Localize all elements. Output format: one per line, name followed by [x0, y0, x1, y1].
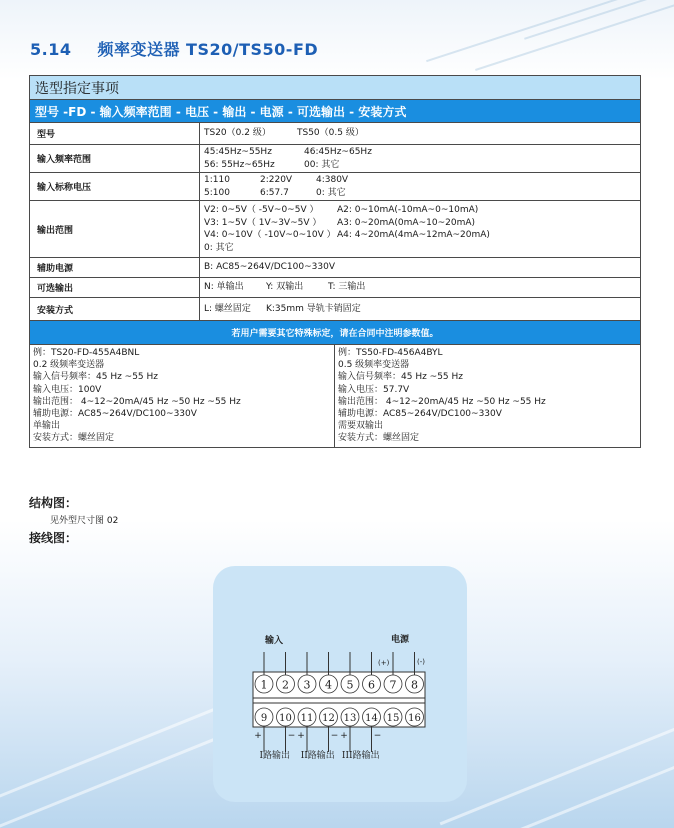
input-label: 输入: [265, 636, 284, 646]
spec-value-line: [204, 261, 636, 274]
terminal-number: 1: [260, 678, 268, 692]
spec-value-part: 1:110: [204, 175, 230, 185]
spec-row: [30, 123, 641, 145]
spec-value: [200, 258, 641, 278]
spec-value: [200, 123, 641, 145]
spec-value-line: [204, 217, 636, 230]
spec-row: [30, 173, 641, 201]
spec-value-part: V4: 0~10V（ -10V~0~10V ）: [204, 230, 336, 240]
spec-value-part: Y: 双输出: [266, 282, 304, 293]
polarity-sign: +: [340, 731, 348, 741]
spec-row: [30, 298, 641, 321]
spec-value-part: 56: 55Hz~65Hz: [204, 159, 275, 170]
terminal-number: 14: [365, 713, 378, 724]
example-line: 辅助电源：AC85~264V/DC100~330V: [338, 409, 502, 420]
polarity-sign: +: [254, 731, 262, 741]
example-line: 需要双输出: [338, 421, 384, 432]
example-cell: [335, 345, 641, 448]
spec-label: 输入标称电压: [30, 173, 200, 201]
spec-label: 辅助电源: [30, 258, 200, 278]
example-line: 输出范围： 4~12~20mA/45 Hz ~50 Hz ~55 Hz: [33, 396, 241, 407]
terminal-number: 9: [260, 713, 268, 724]
structure-heading: 结构图：: [29, 496, 78, 510]
spec-value-part: 46:45Hz~65Hz: [304, 147, 372, 157]
spec-value-part: 00: 其它: [304, 159, 340, 170]
selection-title: 选型指定事项: [30, 76, 641, 100]
spec-value-part: A4: 4~20mA(4mA~12mA~20mA): [337, 230, 490, 240]
spec-value-line: [204, 242, 636, 255]
spec-value-line: [204, 159, 636, 172]
spec-value: [200, 298, 641, 321]
spec-value-part: A3: 0~20mA(0mA~10~20mA): [337, 217, 476, 228]
terminal-number: 10: [279, 713, 292, 724]
spec-value-part: V3: 1~5V（ 1V~3V~5V ）: [204, 217, 322, 228]
power-minus-label: (-): [417, 658, 425, 666]
examples-row: [30, 345, 641, 448]
power-label: 电源: [391, 635, 410, 645]
spec-value-part: 5:100: [204, 187, 230, 198]
spec-value-part: 2:220V: [260, 175, 293, 185]
example-line: 例：TS50-FD-456A4BYL: [338, 348, 443, 358]
spec-value-line: [204, 146, 636, 159]
spec-value: [200, 173, 641, 201]
spec-value-part: K:35mm 导轨卡销固定: [266, 303, 361, 314]
output-label: III路输出: [341, 751, 380, 761]
model-format: 型号 -FD - 输入频率范围 - 电压 - 输出 - 电源 - 可选输出 - 安装方式: [30, 100, 641, 123]
terminal-number: 2: [282, 678, 289, 692]
example-line: 安装方式：螺丝固定: [33, 433, 115, 444]
wiring-heading: 接线图：: [29, 531, 78, 545]
terminal-number: 15: [386, 713, 400, 724]
spec-value-part: T: 三输出: [328, 282, 366, 293]
spec-value-part: TS50（0.5 级）: [297, 128, 364, 139]
section-number: 5.14: [30, 40, 72, 59]
spec-value-part: 45:45Hz~55Hz: [204, 147, 272, 157]
spec-value-line: [204, 127, 636, 140]
section-title: 频率变送器 TS20/TS50-FD: [97, 40, 319, 59]
example-line: 输出范围： 4~12~20mA/45 Hz ~50 Hz ~55 Hz: [338, 396, 546, 407]
spec-value-part: 0: 其它: [316, 187, 346, 198]
output-label: II路输出: [300, 751, 335, 761]
terminal-number: 12: [322, 713, 335, 724]
spec-value-line: [204, 303, 636, 316]
example-line: 0.2 级频率变送器: [33, 360, 105, 371]
spec-row: [30, 145, 641, 173]
power-plus-label: (+): [378, 659, 390, 667]
output-label: I路输出: [259, 751, 291, 761]
example-line: 输入电压：57.7V: [338, 384, 410, 395]
spec-value-line: [204, 281, 636, 294]
selection-table: [29, 75, 641, 448]
spec-row: [30, 258, 641, 278]
example-line: 输入电压：100V: [33, 384, 102, 395]
spec-value: [200, 278, 641, 298]
special-calibration-note: 若用户需要其它特殊标定，请在合同中注明参数值。: [30, 321, 641, 345]
spec-value-line: [204, 229, 636, 242]
terminal-number: 4: [325, 678, 332, 692]
spec-label: 输出范围: [30, 201, 200, 258]
example-line: 0.5 级频率变送器: [338, 360, 410, 371]
terminal-number: 11: [300, 713, 314, 724]
page-title: [30, 37, 318, 60]
polarity-sign: −: [287, 731, 296, 741]
spec-value-part: 4:380V: [316, 175, 349, 185]
spec-value-part: 6:57.7: [260, 187, 289, 198]
spec-value-line: [204, 174, 636, 187]
terminal-number: 13: [343, 713, 357, 724]
example-cell: [30, 345, 335, 448]
spec-value-line: [204, 204, 636, 217]
example-line: 辅助电源：AC85~264V/DC100~330V: [33, 409, 197, 420]
spec-label: 输入频率范围: [30, 145, 200, 173]
wiring-diagram: [213, 566, 467, 802]
spec-value: [200, 201, 641, 258]
spec-value-line: [204, 187, 636, 200]
example-line: 单输出: [33, 421, 61, 432]
spec-value-part: V2: 0~5V（ -5V~0~5V ）: [204, 205, 319, 215]
spec-value: [200, 145, 641, 173]
terminal-number: 16: [408, 713, 421, 724]
spec-label: 安装方式: [30, 298, 200, 321]
wiring-svg: [213, 566, 467, 802]
spec-value-part: B: AC85~264V/DC100~330V: [204, 262, 335, 273]
spec-value-part: A2: 0~10mA(-10mA~0~10mA): [337, 205, 479, 215]
spec-row: [30, 201, 641, 258]
example-line: 例：TS20-FD-455A4BNL: [33, 348, 140, 358]
spec-label: 可选输出: [30, 278, 200, 298]
structure-text: 见外型尺寸图 02: [50, 516, 119, 526]
terminal-number: 5: [346, 678, 354, 692]
polarity-sign: +: [297, 731, 305, 741]
note-row: [30, 321, 641, 345]
spec-value-part: TS20（0.2 级）: [204, 128, 271, 139]
terminal-number: 8: [411, 678, 418, 692]
spec-row: [30, 278, 641, 298]
spec-value-part: N: 单输出: [204, 282, 244, 293]
polarity-sign: −: [330, 731, 339, 741]
example-line: 输入信号频率：45 Hz ~55 Hz: [338, 372, 464, 383]
spec-value-part: 0: 其它: [204, 242, 234, 253]
terminal-number: 3: [303, 678, 311, 692]
spec-label: 型号: [30, 123, 200, 145]
spec-value-part: L: 螺丝固定: [204, 303, 251, 314]
terminal-number: 7: [389, 678, 397, 692]
example-line: 输入信号频率：45 Hz ~55 Hz: [33, 372, 159, 383]
polarity-sign: −: [373, 731, 382, 741]
example-line: 安装方式：螺丝固定: [338, 433, 420, 444]
terminal-number: 6: [368, 678, 375, 692]
